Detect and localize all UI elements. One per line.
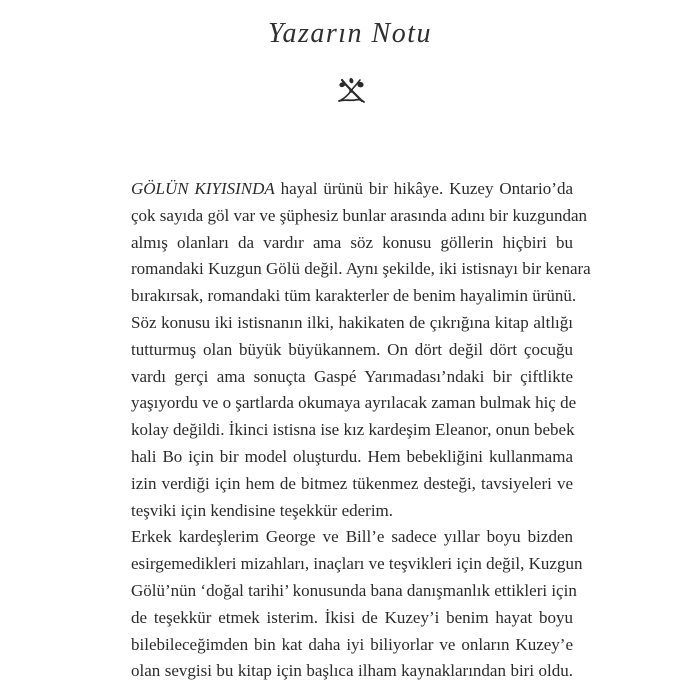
text-line: Gölü’nün ‘doğal tarihi’ konusunda bana danışmanlık ettikleri için	[131, 580, 577, 600]
text-line: olan sevgisi bu kitap için başlıca ilham kaynaklarından biri oldu.	[131, 661, 573, 681]
text-line: GÖLÜN KIYISINDA hayal ürünü bir hikâye. Kuzey Ontario’da	[131, 179, 573, 198]
text-line: romandaki Kuzgun Gölü değil. Aynı şekilde, iki istisnayı bir kenara	[131, 259, 591, 279]
paragraph-1	[131, 176, 591, 524]
text-line: izin verdiği için hem de bitmez tükenmez desteği, tavsiyeleri ve	[131, 473, 573, 493]
text-line: vardı gerçi ama sonuçta Gaspé Yarımadası’ndaki bir çiftlikte	[131, 366, 573, 386]
text-line: Erkek kardeşlerim George ve Bill’e sadece yıllar boyu bizden	[131, 527, 573, 547]
book-title-lead: GÖLÜN KIYISINDA	[131, 179, 275, 198]
text-line: yaşıyordu ve o şartlarda okumaya ayrılacak zaman bulmak hiç de	[131, 393, 577, 413]
text-line: bilebileceğimden bin kat daha iyi biliyorlar ve onların Kuzey’e	[131, 634, 573, 654]
text-line: hali Bo için bir model oluşturdu. Hem bebekliğini kullanmama	[131, 446, 573, 466]
text-line: tutturmuş olan büyük büyükannem. On dört değil dört çocuğu	[131, 339, 573, 359]
fleuron-icon	[336, 76, 366, 104]
note-body	[131, 176, 591, 685]
text-line: bırakırsak, romandaki tüm karakterler de benim hayalimin ürünü.	[131, 286, 577, 306]
text-line: teşviki için kendisine teşekkür ederim.	[131, 500, 394, 520]
page-title: Yazarın Notu	[267, 18, 433, 49]
text-line: kolay değildi. İkinci istisna ise kız kardeşim Eleanor, onun bebek	[131, 420, 575, 440]
text-line: de teşekkür etmek isterim. İkisi de Kuzey’i benim hayat boyu	[131, 607, 573, 627]
paragraph-2	[131, 524, 583, 685]
text-line: çok sayıda göl var ve şüphesiz bunlar arasında adını bir kuzgundan	[131, 205, 588, 225]
text-line: almış olanları da vardır ama söz konusu göllerin hiçbiri bu	[131, 232, 573, 252]
text-line: esirgemedikleri mizahları, inaçları ve teşvikleri için değil, Kuzgun	[131, 554, 583, 574]
text-line: Söz konusu iki istisnanın ilki, hakikaten de çıkrığına kitap altlığı	[131, 312, 573, 332]
